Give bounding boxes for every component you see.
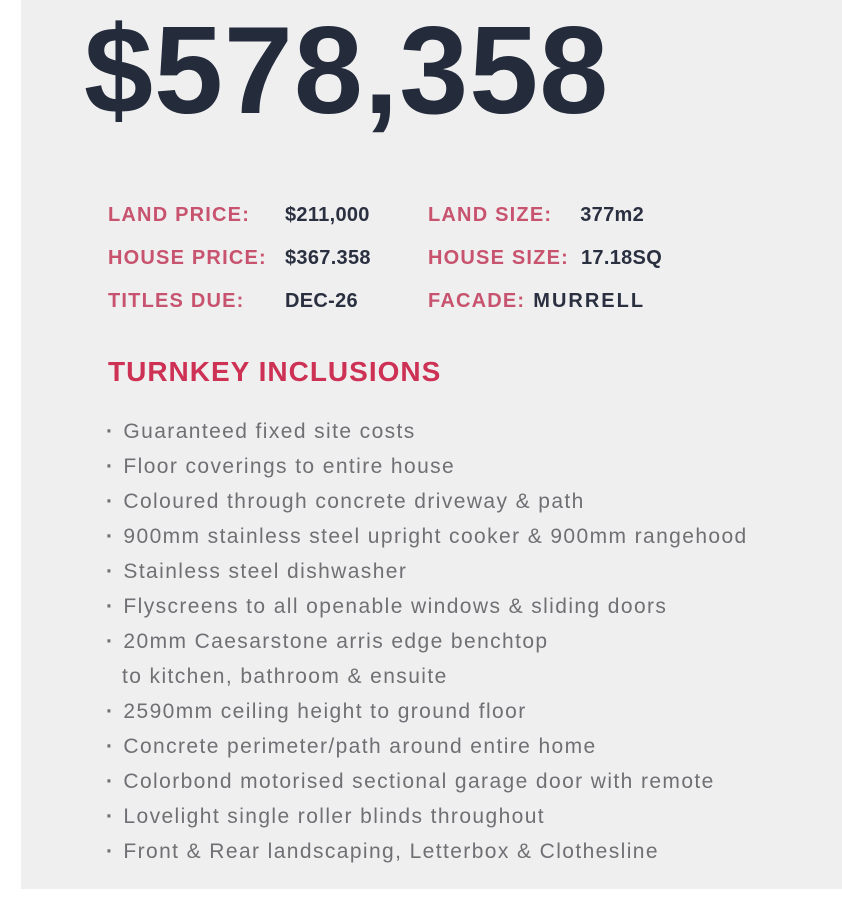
item-text: Flyscreens to all openable windows & sliding doors [123, 595, 668, 618]
detail-value: MURRELL [533, 290, 646, 312]
item-text: 20mm Caesarstone arris edge benchtop [123, 630, 549, 653]
detail-value: 17.18SQ [581, 247, 663, 269]
item-text: Coloured through concrete driveway & path [123, 490, 585, 513]
list-item [106, 484, 822, 519]
item-text: Colorbond motorised sectional garage door with remote [123, 770, 715, 793]
list-item [106, 414, 822, 449]
bullet-dot-icon: · [106, 525, 115, 548]
detail-label: LAND PRICE: [108, 204, 251, 226]
item-text: Floor coverings to entire house [123, 455, 456, 478]
inclusions-heading: TURNKEY INCLUSIONS [108, 356, 442, 387]
item-text: 2590mm ceiling height to ground floor [123, 700, 527, 723]
list-item [106, 519, 822, 554]
bullet-dot-icon: · [106, 420, 115, 443]
bullet-dot-icon: · [106, 490, 115, 513]
list-item [106, 694, 822, 729]
detail-row-land-size [428, 204, 748, 227]
detail-value: $211,000 [285, 204, 370, 226]
total-price: $578,358 [84, 2, 610, 140]
item-text: 900mm stainless steel upright cooker & 900mm rangehood [123, 525, 748, 548]
bullet-dot-icon: · [106, 805, 115, 828]
detail-row-land-price [108, 204, 428, 227]
bullet-dot-icon: · [106, 700, 115, 723]
bullet-dot-icon: · [106, 735, 115, 758]
bullet-dot-icon: · [106, 560, 115, 583]
detail-row-house-price [108, 247, 428, 270]
detail-row-titles-due [108, 290, 428, 313]
detail-label: HOUSE PRICE: [108, 247, 267, 269]
detail-value: 377m2 [580, 204, 644, 226]
bullet-dot-icon: · [106, 770, 115, 793]
list-item [106, 799, 822, 834]
list-item [106, 449, 822, 484]
item-text: Stainless steel dishwasher [123, 560, 408, 583]
detail-value: DEC-26 [285, 290, 358, 312]
detail-label: TITLES DUE: [108, 290, 245, 312]
detail-value: $367.358 [285, 247, 371, 269]
list-item [106, 729, 822, 764]
item-text: Lovelight single roller blinds throughout [123, 805, 546, 828]
list-item [106, 589, 822, 624]
item-text: Concrete perimeter/path around entire home [123, 735, 597, 758]
detail-label: HOUSE SIZE: [428, 247, 569, 269]
list-item [106, 764, 822, 799]
detail-row-facade [428, 290, 748, 313]
list-item [106, 554, 822, 589]
details-left-column [108, 204, 428, 333]
details-grid [108, 204, 748, 333]
bullet-dot-icon: · [106, 840, 115, 863]
item-text: Guaranteed fixed site costs [123, 420, 416, 443]
item-continuation: to kitchen, bathroom & ensuite [122, 665, 448, 688]
bullet-dot-icon: · [106, 595, 115, 618]
detail-label: LAND SIZE: [428, 204, 553, 226]
bullet-dot-icon: · [106, 455, 115, 478]
list-item [106, 834, 822, 869]
bullet-dot-icon: · [106, 630, 115, 653]
item-text: Front & Rear landscaping, Letterbox & Clothesline [123, 840, 659, 863]
list-item [106, 624, 822, 694]
detail-label: FACADE: [428, 290, 526, 312]
detail-row-house-size [428, 247, 748, 270]
inclusions-list [106, 414, 822, 869]
details-right-column [428, 204, 748, 333]
